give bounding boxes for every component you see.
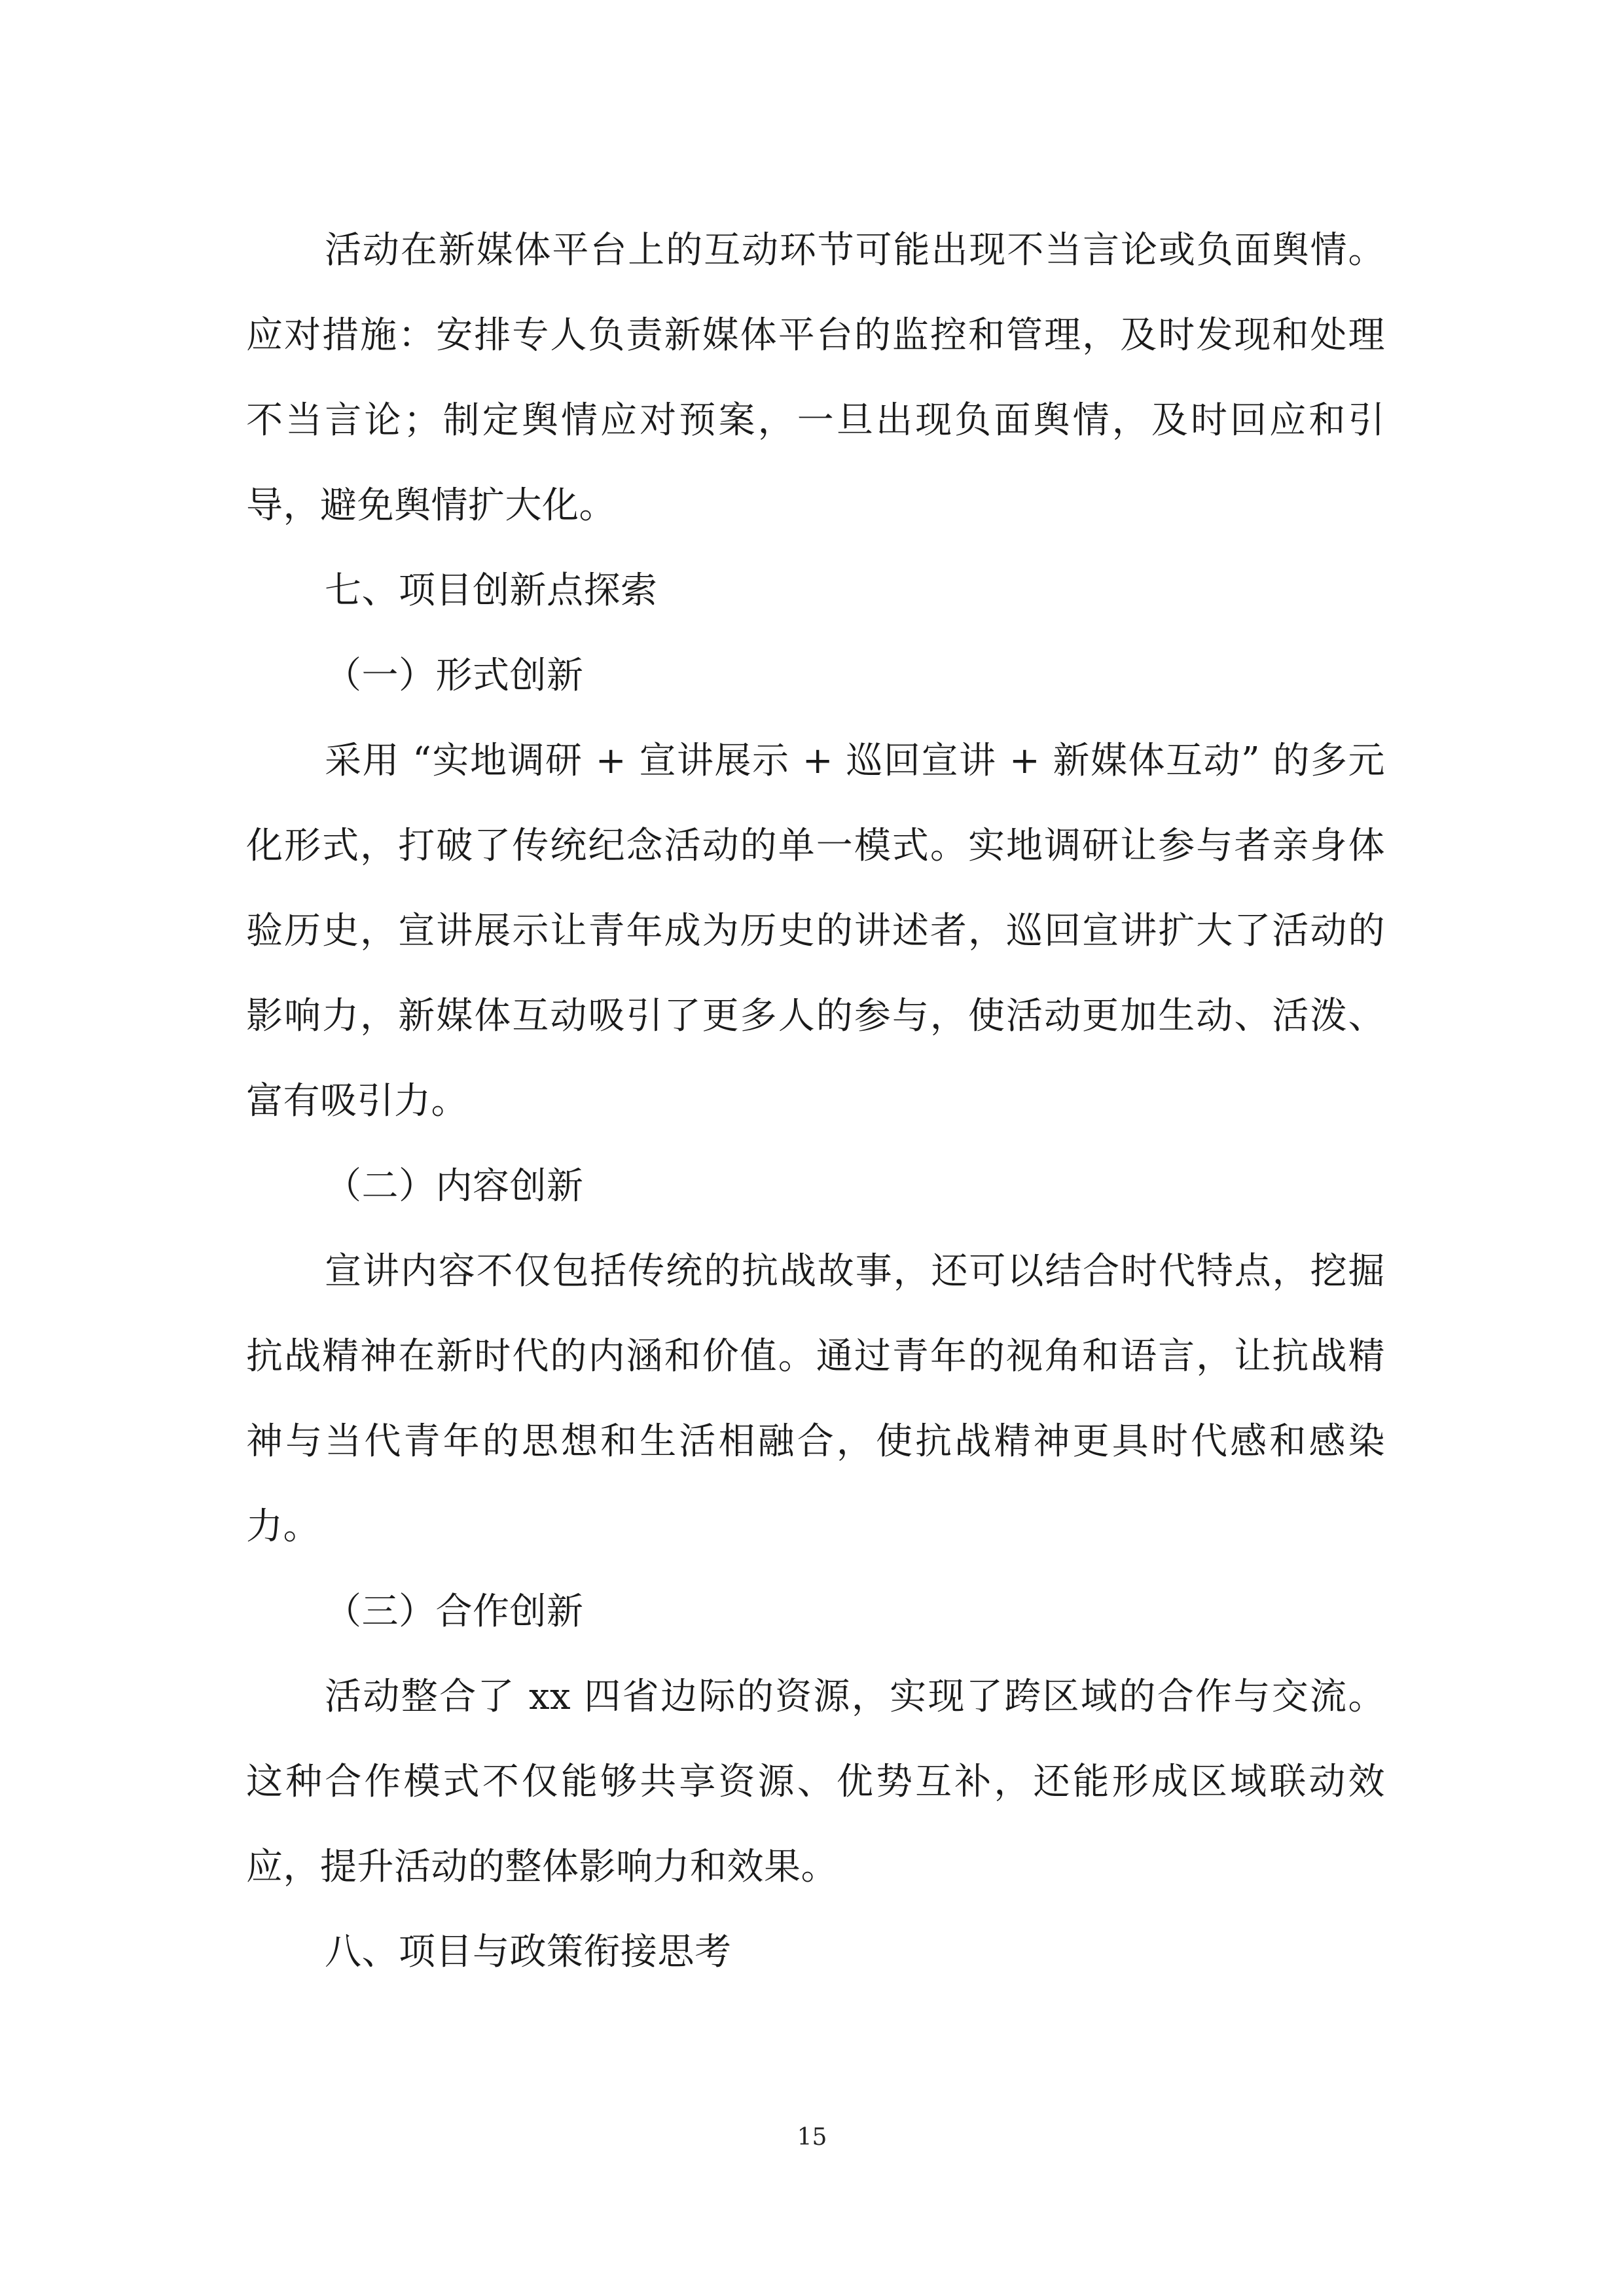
paragraph-cooperation-innovation: 活动整合了 xx 四省边际的资源，实现了跨区域的合作与交流。这种合作模式不仅能够共享资源、优势互补，还能形成区域联动效应，提升活动的整体影响力和效果。: [246, 1676, 1385, 1888]
section-heading-innovation: 七、项目创新点探索: [325, 569, 658, 612]
paragraph-risk-response: 活动在新媒体平台上的互动环节可能出现不当言论或负面舆情。应对措施：安排专人负责新媒体平台的监控和管理，及时发现和处理不当言论；制定舆情应对预案，一旦出现负面舆情，及时回应和引导，避免舆情扩大化。: [246, 229, 1385, 527]
section-heading-policy: 八、项目与政策衔接思考: [325, 1931, 732, 1973]
subheading-form-innovation: （一）形式创新: [325, 655, 584, 697]
subheading-content-innovation: （二）内容创新: [325, 1165, 584, 1208]
document-body: [246, 208, 1385, 1995]
page-number: 15: [797, 2124, 827, 2151]
subheading-cooperation-innovation: （三）合作创新: [325, 1590, 584, 1633]
paragraph-form-innovation: 采用 “实地调研 + 宣讲展示 + 巡回宣讲 + 新媒体互动” 的多元化形式，打破了传统纪念活动的单一模式。实地调研让参与者亲身体验历史，宣讲展示让青年成为历史的讲述者，巡回宣讲扩大了活动的影响力，新媒体互动吸引了更多人的参与，使活动更加生动、活泼、富有吸引力。: [246, 740, 1385, 1122]
paragraph-content-innovation: 宣讲内容不仅包括传统的抗战故事，还可以结合时代特点，挖掘抗战精神在新时代的内涵和价值。通过青年的视角和语言，让抗战精神与当代青年的思想和生活相融合，使抗战精神更具时代感和感染力。: [246, 1250, 1385, 1548]
